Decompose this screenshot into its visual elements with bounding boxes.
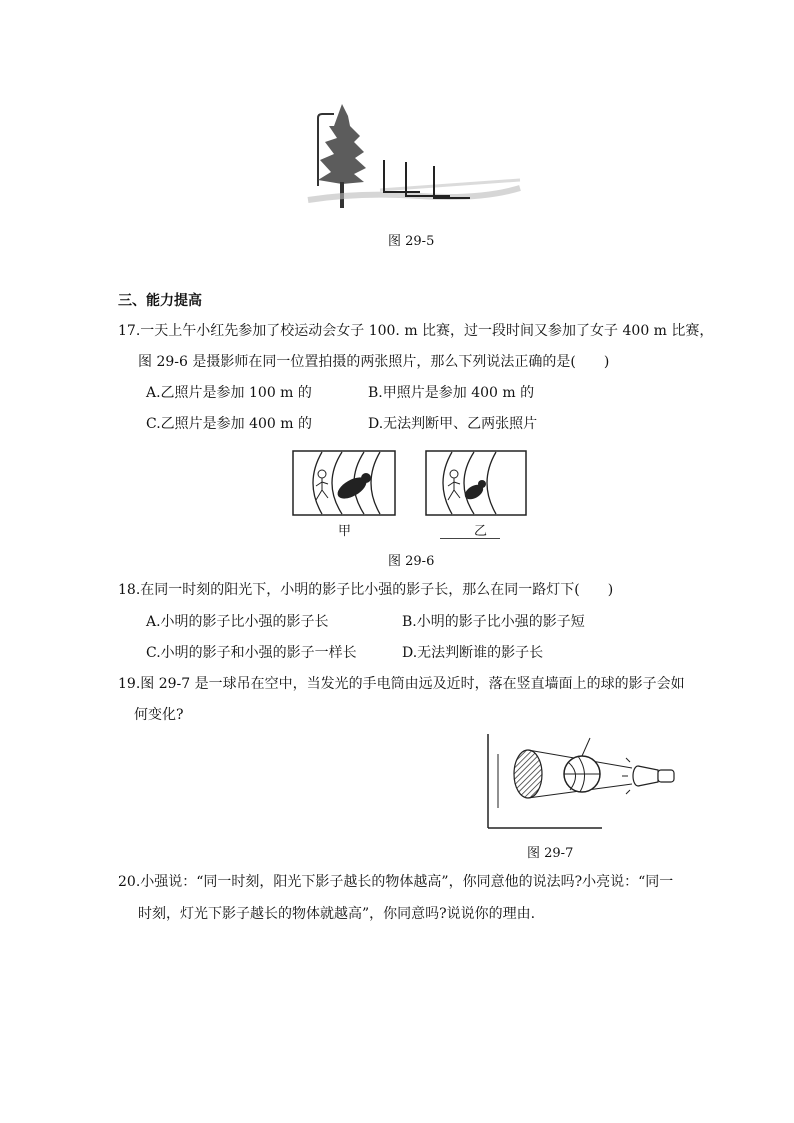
q18-option-b: B.小明的影子比小强的影子短: [402, 614, 585, 630]
q17-option-a: A.乙照片是参加 100 m 的: [146, 385, 312, 401]
figure-29-6: [292, 450, 532, 518]
q18-option-c: C.小明的影子和小强的影子一样长: [146, 645, 357, 661]
figure-29-7-caption: 图 29-7: [527, 846, 574, 861]
q19-line-1: 19.图 29-7 是一球吊在空中，当发光的手电筒由远及近时，落在竖直墙面上的球的影子会如: [118, 676, 685, 692]
figure-29-5: [300, 96, 530, 214]
q17-option-c: C.乙照片是参加 400 m 的: [146, 416, 313, 432]
q17-line-2: 图 29-6 是摄影师在同一位置拍摄的两张照片，那么下列说法正确的是( ): [138, 354, 610, 370]
q18-line-1: 18.在同一时刻的阳光下，小明的影子比小强的影子长，那么在同一路灯下( ): [118, 582, 614, 598]
q17-option-b: B.甲照片是参加 400 m 的: [368, 385, 535, 401]
runner-photos-illustration: [292, 450, 532, 518]
q18-option-a: A.小明的影子比小强的影子长: [146, 614, 329, 630]
figure-29-7: [482, 732, 678, 832]
figure-29-6-caption: 图 29-6: [388, 554, 435, 569]
figure-29-6-label-b: 乙: [474, 524, 488, 539]
q17-option-d: D.无法判断甲、乙两张照片: [368, 416, 538, 432]
figure-29-5-caption: 图 29-5: [388, 234, 435, 249]
section-title: 三、能力提高: [118, 293, 202, 309]
figure-29-6-label-a: 甲: [338, 524, 352, 539]
ball-flashlight-illustration: [482, 732, 678, 832]
q20-line-1: 20.小强说：“同一时刻，阳光下影子越长的物体越高”，你同意他的说法吗?小亮说：“同一: [118, 874, 674, 890]
tree-shadow-illustration: [300, 96, 530, 214]
q20-line-2: 时刻，灯光下影子越长的物体就越高”，你同意吗?说说你的理由.: [138, 906, 536, 922]
q18-option-d: D.无法判断谁的影子长: [402, 645, 544, 661]
q19-line-2: 何变化?: [134, 707, 184, 723]
divider: [440, 538, 500, 539]
q17-line-1: 17.一天上午小红先参加了校运动会女子 100. m 比赛，过一段时间又参加了女子 400 m 比赛，: [118, 323, 714, 339]
